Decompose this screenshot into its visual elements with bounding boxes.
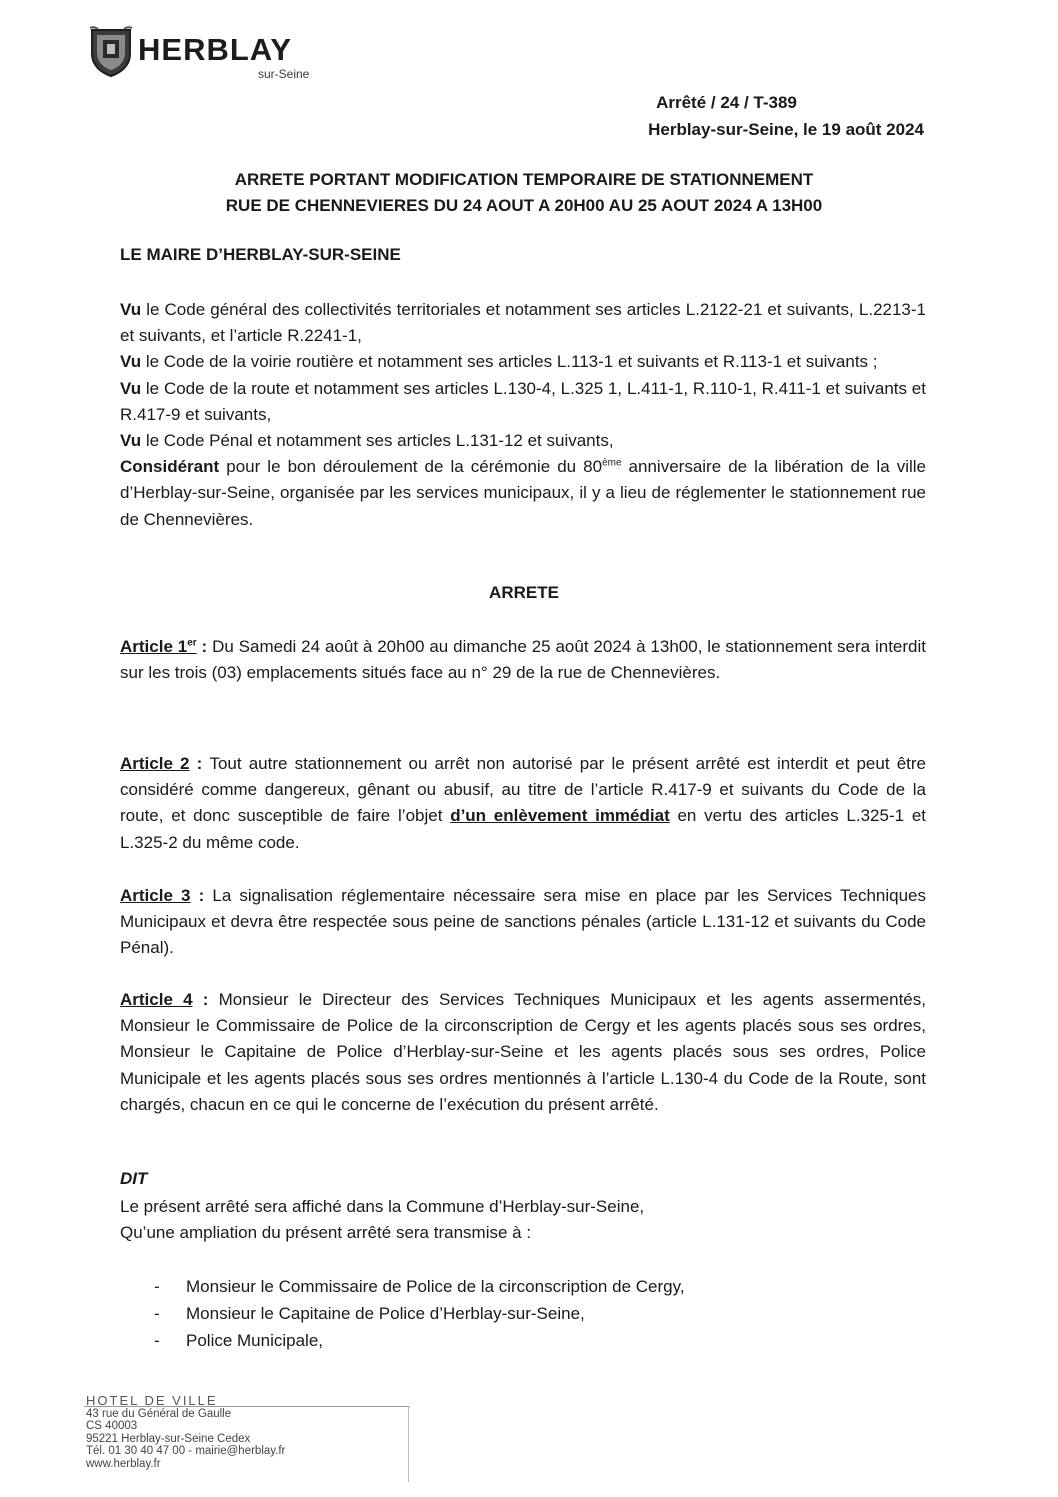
visa-paragraph xyxy=(120,428,926,454)
article-1 xyxy=(120,634,926,686)
article-separator: : xyxy=(192,990,219,1009)
list-item: - Police Municipale, xyxy=(150,1327,685,1354)
article-4-text: Monsieur le Directeur des Services Techniques Municipaux et les agents assermentés, Monsieur le Commissaire de Police de la circonscription de Cergy et les agents placés sous ses ordres, Monsieur le Capitaine de Police d’Herblay-sur-Seine et les agents placés sous ses ordres, Police Municipale et les agents placés sous ses ordres mentionnés à l’article L.130-4 du Code de la Route, sont chargés, chacun en ce qui le concerne de l’exécution du présent arrêté. xyxy=(120,990,926,1114)
list-item: - Monsieur le Commissaire de Police de la circonscription de Cergy, xyxy=(150,1273,685,1300)
visa-text: le Code de la route et notamment ses articles L.130-4, L.325 1, L.411-1, R.110-1, R.411-1 et suivants et R.417-9 et suivants, xyxy=(120,378,926,424)
footer-address-1: 43 rue du Général de Gaulle xyxy=(86,1407,232,1420)
visa-paragraph xyxy=(120,297,926,349)
considerant-text-end: anniversaire de la libération de la ville d’Herblay-sur-Seine, organisée par les services municipaux, il y a lieu de réglementer le stationnement rue de Chennevières. xyxy=(120,457,926,529)
decree-title xyxy=(120,167,928,219)
visa-text: le Code de la voirie routière et notamment ses articles L.113-1 et suivants et R.113-1 et suivants ; xyxy=(141,352,878,372)
footer-title: HOTEL DE VILLE xyxy=(86,1393,218,1408)
dit-line-2: Qu’une ampliation du présent arrêté sera transmise à : xyxy=(120,1223,532,1243)
article-4-label: Article 4 xyxy=(120,990,193,1009)
list-item: - Monsieur le Capitaine de Police d’Herblay-sur-Seine, xyxy=(150,1300,685,1327)
title-line-1: ARRETE PORTANT MODIFICATION TEMPORAIRE DE STATIONNEMENT xyxy=(234,170,814,189)
article-3-text: La signalisation réglementaire nécessaire sera mise en place par les Services Techniques Municipaux et devra être respectée sous peine de sanctions pénales (article L.131-12 et suivants du Code Pénal). xyxy=(120,886,926,958)
article-4-paragraph xyxy=(120,987,926,1118)
visa-lead: Vu xyxy=(120,431,142,451)
article-separator: : xyxy=(189,754,210,773)
article-2 xyxy=(120,751,926,856)
visa-lead: Vu xyxy=(120,352,142,372)
decree-place-date: Herblay-sur-Seine, le 19 août 2024 xyxy=(648,120,924,139)
article-2-label: Article 2 xyxy=(120,754,190,773)
footer-vertical-divider xyxy=(408,1406,409,1482)
decree-number: Arrêté / 24 / T-389 xyxy=(656,93,797,112)
considerant-lead: Considérant xyxy=(120,457,220,477)
article-3-label: Article 3 xyxy=(120,886,191,905)
considerant-text: pour le bon déroulement de la cérémonie du 80 xyxy=(219,457,603,477)
article-1-label: Article 1er xyxy=(120,637,197,656)
visa-lead: Vu xyxy=(120,378,142,398)
visa-text: le Code Pénal et notamment ses articles L.131-12 et suivants, xyxy=(141,431,614,451)
mayor-heading: LE MAIRE D’HERBLAY-SUR-SEINE xyxy=(120,245,401,264)
visas-section xyxy=(120,297,926,533)
article-2-emphasis: d’un enlèvement immédiat xyxy=(450,806,670,826)
article-3-paragraph xyxy=(120,883,926,962)
article-separator: : xyxy=(190,886,213,905)
logo-subtitle: sur-Seine xyxy=(258,67,310,81)
dit-section xyxy=(120,1194,926,1246)
footer-address-2: CS 40003 xyxy=(86,1420,138,1433)
article-3 xyxy=(120,883,926,962)
footer-address-block xyxy=(86,1395,285,1471)
city-crest-icon xyxy=(88,26,134,78)
article-2-text: Tout autre stationnement ou arrêt non autorisé par le présent arrêté est interdit et peut être considéré comme dangereux, gênant ou abusif, au titre de l’article R.417-9 et suivants du Code de la route, et donc susceptible de faire l’objet xyxy=(120,754,926,826)
visa-lead: Vu xyxy=(120,300,142,319)
article-4 xyxy=(120,987,926,1118)
visa-paragraph xyxy=(120,376,926,428)
dit-line-1: Le présent arrêté sera affiché dans la Commune d’Herblay-sur-Seine, xyxy=(120,1197,645,1216)
dash-bullet-icon: - xyxy=(154,1277,160,1296)
article-1-text: Du Samedi 24 août à 20h00 au dimanche 25 août 2024 à 13h00, le stationnement sera interdit sur les trois (03) emplacements situés face au n° 29 de la rue de Chennevières. xyxy=(120,637,926,683)
decree-reference xyxy=(648,89,924,143)
considerant-paragraph xyxy=(120,454,926,533)
visa-paragraph xyxy=(120,349,926,375)
article-1-paragraph xyxy=(120,634,926,686)
dash-bullet-icon: - xyxy=(154,1331,160,1350)
footer-address-3: 95221 Herblay-sur-Seine Cedex xyxy=(86,1432,251,1445)
article-2-text-end: en vertu des articles L.325-1 et L.325-2 du même code. xyxy=(120,806,926,852)
ordinal-suffix: ème xyxy=(602,457,622,469)
visa-text: le Code général des collectivités territoriales et notamment ses articles L.2122-21 et suivants, L.2213-1 et suivants, et l’article R.2241-1, xyxy=(120,300,926,346)
footer-website-link[interactable]: www.herblay.fr xyxy=(86,1457,161,1470)
title-line-2: RUE DE CHENNEVIERES DU 24 AOUT A 20H00 AU 25 AOUT 2024 A 13H00 xyxy=(225,196,823,215)
logo-name: HERBLAY xyxy=(138,32,292,67)
dash-bullet-icon: - xyxy=(154,1304,160,1323)
article-separator: : xyxy=(196,637,213,656)
recipients-list xyxy=(150,1273,685,1354)
dit-heading: DIT xyxy=(120,1169,148,1188)
article-2-paragraph xyxy=(120,751,926,856)
arrete-heading: ARRETE xyxy=(489,583,559,602)
footer-contact[interactable]: Tél. 01 30 40 47 00 - mairie@herblay.fr xyxy=(86,1445,286,1458)
